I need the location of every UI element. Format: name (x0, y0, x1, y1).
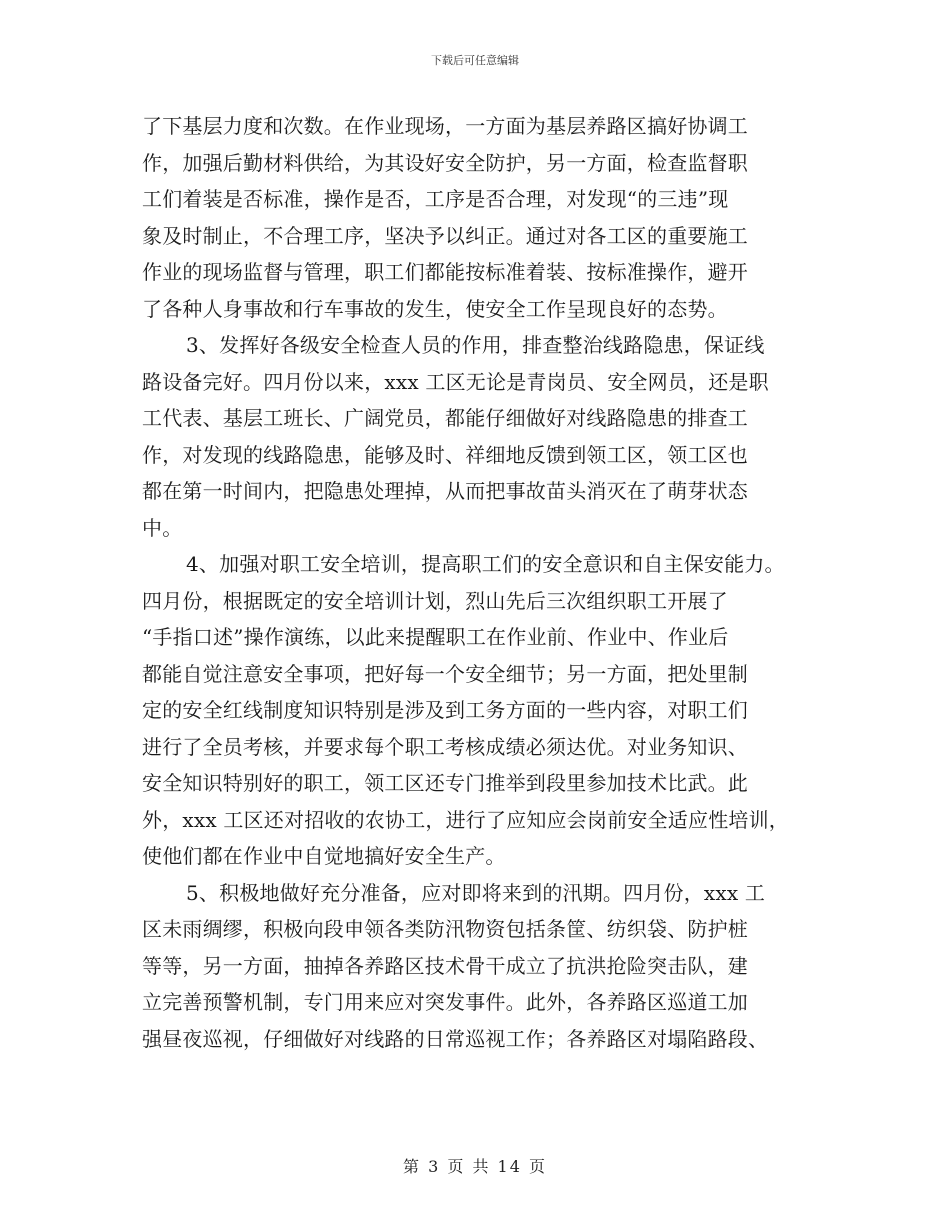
text-line: 安全知识特别好的职工，领工区还专门推举到段里参加技术比武。此 (142, 771, 748, 795)
text-line: 路设备完好。四月份以来，xxx 工区无论是青岗员、安全网员，还是职 (142, 369, 769, 394)
text-line: 四月份，根据既定的安全培训计划，烈山先后三次组织职工开展了 (142, 588, 728, 613)
text-line: “手指口述”操作演练，以此来提醒职工在作业前、作业中、作业后 (142, 625, 729, 649)
text-line: 等等，另一方面，抽掉各养路区技术骨干成立了抗洪抢险突击队，建 (142, 953, 748, 978)
text-line: 工代表、基层工班长、广阔党员，都能仔细做好对线路隐患的排查工 (142, 406, 748, 430)
text-line: 都能自觉注意安全事项，把好每一个安全细节；另一方面，把处里制 (142, 661, 748, 686)
text-line: 3、发挥好各级安全检查人员的作用，排查整治线路隐患，保证线 (186, 333, 765, 357)
text-line: 作，加强后勤材料供给，为其设好安全防护，另一方面，检查监督职 (142, 150, 748, 175)
text-line: 外，xxx 工区还对招收的农协工，进行了应知应会岗前安全适应性培训， (142, 807, 789, 832)
document-body (142, 108, 822, 1057)
page-footer: 第 3 页 共 14 页 (403, 1157, 547, 1176)
text-line: 了各种人身事故和行车事故的发生，使安全工作呈现良好的态势。 (142, 296, 728, 321)
text-line: 立完善预警机制，专门用来应对突发事件。此外，各养路区巡道工加 (142, 990, 748, 1014)
text-line: 5、积极地做好充分准备，应对即将来到的汛期。四月份，xxx 工 (186, 880, 766, 905)
text-line: 象及时制止，不合理工序，坚决予以纠正。通过对各工区的重要施工 (142, 223, 748, 248)
text-line: 中。 (142, 515, 183, 540)
text-line: 了下基层力度和次数。在作业现场，一方面为基层养路区搞好协调工 (142, 114, 748, 138)
text-line: 区未雨绸缪，积极向段申领各类防汛物资包括条筐、纺织袋、防护桩 (142, 917, 748, 941)
text-line: 都在第一时间内，把隐患处理掉，从而把事故苗头消灭在了萌芽状态 (142, 479, 748, 503)
text-line: 工们着装是否标准，操作是否，工序是否合理，对发现“的三违”现 (142, 187, 729, 211)
text-line: 进行了全员考核，并要求每个职工考核成绩必须达优。对业务知识、 (142, 734, 748, 759)
text-line: 4、加强对职工安全培训，提高职工们的安全意识和自主保安能力。 (186, 552, 785, 576)
text-line: 使他们都在作业中自觉地搞好安全生产。 (142, 844, 506, 868)
text-line: 强昼夜巡视，仔细做好对线路的日常巡视工作；各养路区对塌陷路段、 (142, 1026, 769, 1051)
text-line: 定的安全红线制度知识特别是涉及到工务方面的一些内容，对职工们 (142, 698, 748, 722)
page-header: 下载后可任意编辑 (431, 54, 519, 67)
text-line: 作，对发现的线路隐患，能够及时、祥细地反馈到领工区，领工区也 (142, 442, 748, 467)
text-line: 作业的现场监督与管理，职工们都能按标准着装、按标准操作，避开 (142, 260, 748, 284)
